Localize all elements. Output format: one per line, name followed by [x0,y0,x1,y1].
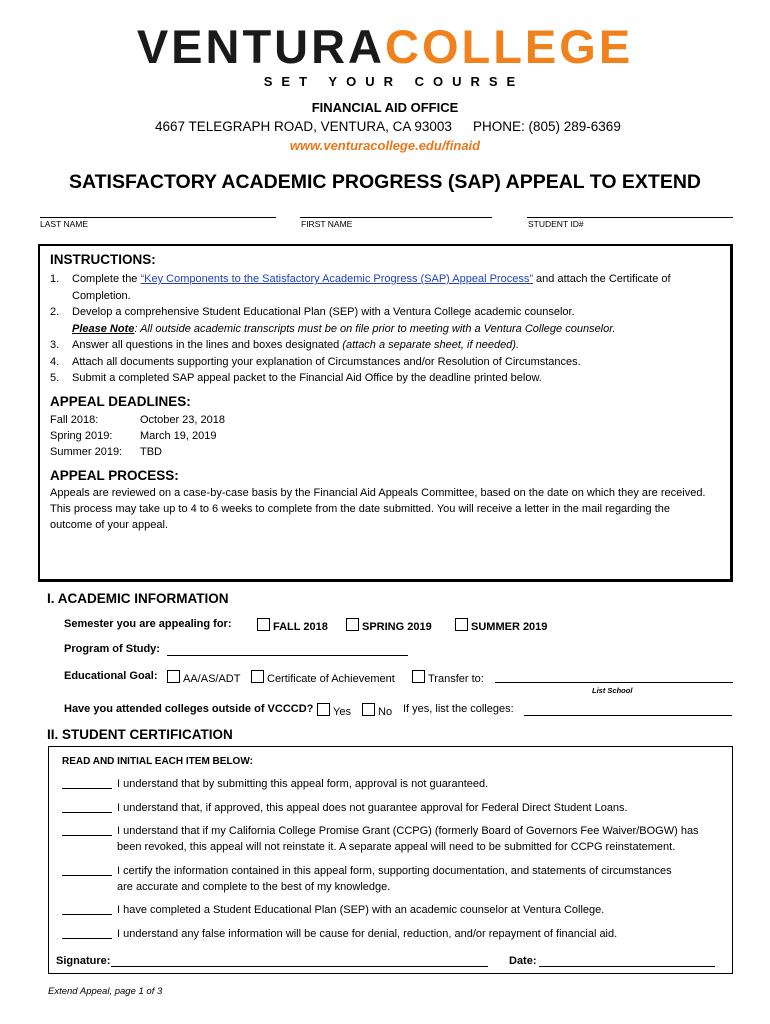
initial-line[interactable] [62,812,112,813]
deadline-term: Fall 2018: [50,414,99,426]
cert-item-continuation: been revoked, this appeal will not reinstate it. A separate appeal will need to be submitted for CCPG reinstatement. [117,841,676,853]
signature-line[interactable] [111,966,488,967]
deadline-row [50,412,98,429]
initial-line[interactable] [62,938,112,939]
step2-text: Develop a comprehensive Student Educational Plan (SEP) with a Ventura College academic counselor. [72,306,575,318]
certification-heading: II. STUDENT CERTIFICATION [47,727,233,742]
initial-line[interactable] [62,788,112,789]
fall-2018-option[interactable] [257,618,328,633]
step-number: 1. [50,273,60,285]
date-label: Date: [509,955,537,967]
yes-option[interactable] [317,703,351,718]
list-school-hint: List School [592,686,633,695]
cert-item: I understand any false information will be cause for denial, reduction, and/or repayment of financial aid. [117,928,618,940]
page-title: SATISFACTORY ACADEMIC PROGRESS (SAP) APPEAL TO EXTEND [68,171,702,193]
option-label: Transfer to: [428,673,484,685]
checkbox[interactable] [167,670,180,683]
deadline-date: March 19, 2019 [140,430,217,442]
semester-label: Semester you are appealing for: [64,618,232,630]
outside-colleges-label: Have you attended colleges outside of VCCCD? [64,703,314,715]
deadline-term: Summer 2019: [50,446,123,458]
student-id-line[interactable] [527,217,733,218]
first-name-label: FIRST NAME [301,219,353,229]
initial-line[interactable] [62,875,112,876]
deadline-term: Spring 2019: [50,430,113,442]
certificate-option[interactable] [251,670,395,685]
option-label: AA/AS/ADT [183,673,241,685]
logo-college: COLLEGE [385,20,634,73]
cert-item-continuation: are accurate and complete to the best of my knowledge. [117,881,391,893]
summer-2019-option[interactable] [455,618,547,633]
program-of-study-line[interactable] [167,655,408,656]
read-initial-label: READ AND INITIAL EACH ITEM BELOW: [62,756,253,767]
cert-item: I certify the information contained in this appeal form, supporting documentation, and statements of circumstances [117,865,672,877]
step5-text: Submit a completed SAP appeal packet to the Financial Aid Office by the deadline printed below. [72,372,542,384]
note-label: Please Note [72,322,135,335]
step1-text: Complete the [72,273,141,285]
office-address: 4667 TELEGRAPH ROAD, VENTURA, CA 93003 [155,119,452,134]
page-footer: Extend Appeal, page 1 of 3 [48,986,163,997]
option-label: SPRING 2019 [362,621,432,633]
last-name-label: LAST NAME [40,219,89,229]
key-components-link[interactable]: “Key Components to the Satisfactory Academic Progress (SAP) Appeal Process” [140,273,533,285]
step-number: 5. [50,372,60,384]
option-label: No [378,706,393,718]
ventura-college-logo [0,22,770,72]
step-number: 2. [50,306,60,318]
deadlines-heading: APPEAL DEADLINES: [50,394,191,409]
deadline-date: October 23, 2018 [140,414,226,426]
office-phone: PHONE: (805) 289-6369 [473,119,621,134]
transfer-school-line[interactable] [495,682,733,683]
tagline: SET YOUR COURSE [263,74,525,89]
transfer-option[interactable] [412,670,484,685]
checkbox[interactable] [412,670,425,683]
option-label: FALL 2018 [273,621,328,633]
checkbox[interactable] [251,670,264,683]
aa-as-adt-option[interactable] [167,670,240,685]
colleges-list-line[interactable] [524,715,732,716]
cert-item: I have completed a Student Educational Plan (SEP) with an academic counselor at Ventura College. [117,904,605,916]
checkbox[interactable] [257,618,270,631]
process-line: Appeals are reviewed on a case-by-case basis by the Financial Aid Appeals Committee, based on the date on which they are received. [50,487,706,499]
office-name: FINANCIAL AID OFFICE [311,100,459,115]
step3-italic: (attach a separate sheet, if needed). [342,339,520,351]
deadline-date: TBD [140,446,162,458]
initial-line[interactable] [62,835,112,836]
goal-label: Educational Goal: [64,670,158,682]
cert-item: I understand that by submitting this appeal form, approval is not guaranteed. [117,778,489,790]
first-name-line[interactable] [300,217,492,218]
student-id-label: STUDENT ID# [528,219,584,229]
instructions-list [50,271,730,387]
checkbox[interactable] [346,618,359,631]
option-label: SUMMER 2019 [471,621,548,633]
checkbox[interactable] [455,618,468,631]
step-number: 3. [50,339,60,351]
step1-continuation: Completion. [72,289,131,302]
step3-text: Answer all questions in the lines and boxes designated [72,339,343,351]
checkbox[interactable] [317,703,330,716]
note-text: : All outside academic transcripts must be on file prior to meeting with a Ventura College counselor. [134,322,616,335]
cert-item: I understand that, if approved, this appeal does not guarantee approval for Federal Direct Student Loans. [117,802,628,814]
logo-ventura: VENTURA [136,20,385,73]
checkbox[interactable] [362,703,375,716]
instructions-heading: INSTRUCTIONS: [50,252,156,267]
option-label: Certificate of Achievement [267,673,395,685]
process-line: This process may take up to 4 to 6 weeks to complete from the date submitted. You will receive a letter in the mail regarding the [50,503,670,515]
option-label: Yes [333,706,351,718]
last-name-line[interactable] [40,217,276,218]
initial-line[interactable] [62,914,112,915]
step-number: 4. [50,355,60,368]
signature-label: Signature: [56,955,111,967]
website-link[interactable]: www.venturacollege.edu/finaid [289,138,481,153]
step1-text-post: and attach the Certificate of [533,273,671,285]
no-option[interactable] [362,703,392,718]
list-colleges-label: If yes, list the colleges: [403,703,514,715]
spring-2019-option[interactable] [346,618,432,633]
process-heading: APPEAL PROCESS: [50,468,179,483]
process-line: outcome of your appeal. [50,519,169,531]
step4-text: Attach all documents supporting your explanation of Circumstances and/or Resolution of Circumstances. [72,355,581,368]
date-line[interactable] [539,966,715,967]
academic-heading: I. ACADEMIC INFORMATION [47,591,229,606]
program-label: Program of Study: [64,643,160,655]
cert-item: I understand that if my California College Promise Grant (CCPG) (formerly Board of Governors Fee Waiver/BOGW) has [117,825,699,837]
